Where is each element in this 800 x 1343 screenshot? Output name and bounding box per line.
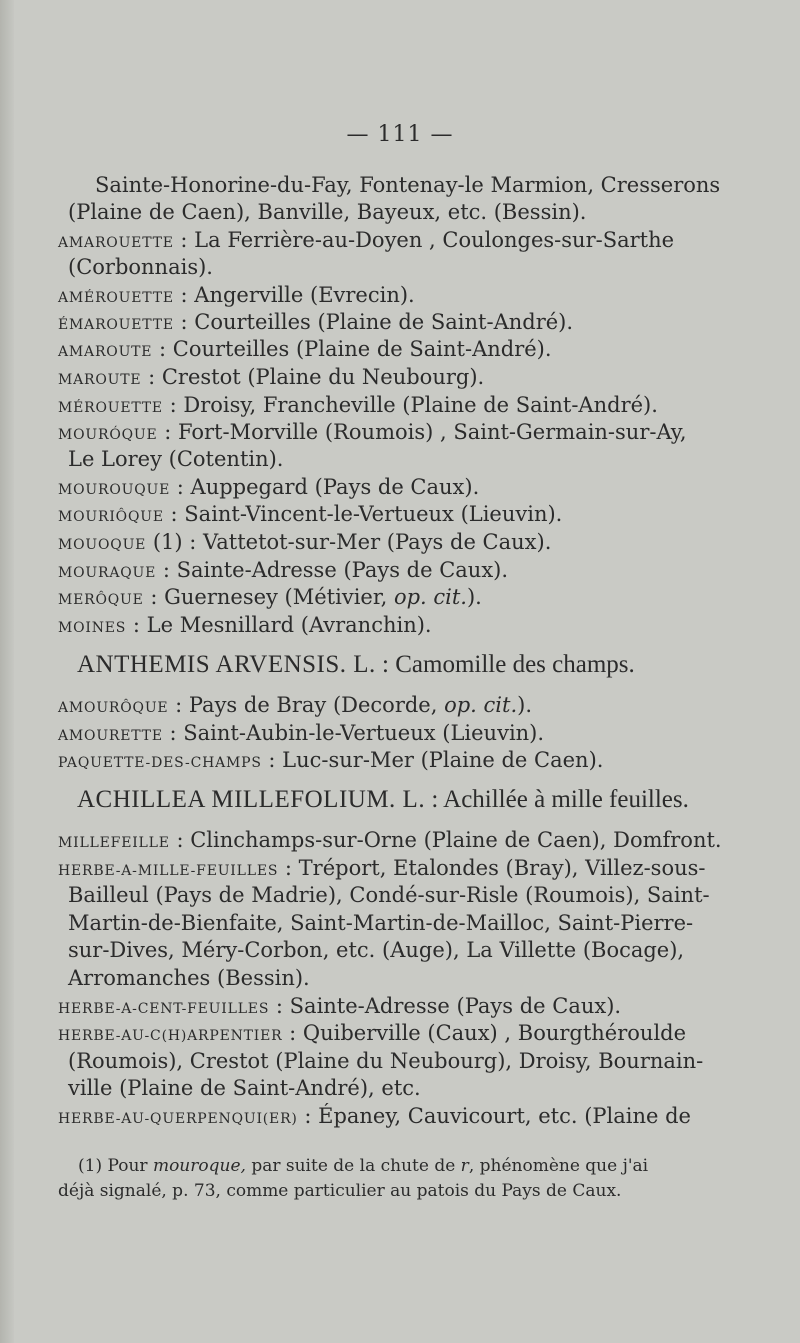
text-run: : Auppegard (Pays de Caux). xyxy=(170,475,480,499)
text-run: : Épaney, Cauvicourt, etc. (Plaine de xyxy=(297,1104,691,1128)
text-run: Arromanches (Bessin). xyxy=(68,966,310,990)
text-line xyxy=(68,446,284,472)
term-small-caps: MÉROUETTE xyxy=(58,400,163,416)
italic-text: mouroque, xyxy=(152,1156,246,1176)
plant-heading xyxy=(77,650,635,680)
text-line xyxy=(58,557,508,586)
term-small-caps: HERBE-AU-C(H)ARPENTIER xyxy=(58,1028,283,1044)
term-small-caps: PAQUETTE-DES-CHAMPS xyxy=(58,755,262,771)
term-small-caps: MOURIÔQUE xyxy=(58,509,164,525)
text-line xyxy=(58,282,415,311)
term-small-caps: AMOURÔQUE xyxy=(58,700,169,716)
term-small-caps: MOURAQUE xyxy=(58,565,157,581)
footnote-line xyxy=(58,1180,621,1202)
term-small-caps: MOURÓQUE xyxy=(58,427,158,443)
text-run: : Tréport, Etalondes (Bray), Villez-sous- xyxy=(278,856,706,880)
text-line xyxy=(58,1103,691,1132)
text-run: ). xyxy=(517,693,532,717)
text-run: : Saint-Vincent-le-Vertueux (Lieuvin). xyxy=(163,502,563,526)
text-run: : Saint-Aubin-le-Vertueux (Lieuvin). xyxy=(162,721,545,745)
text-run: sur-Dives, Méry-Corbon, etc. (Auge), La Villette (Bocage), xyxy=(68,938,685,962)
text-run: Le Lorey (Cotentin). xyxy=(68,447,284,471)
term-small-caps: HERBE-AU-QUERPENQUI(ER) xyxy=(58,1111,298,1127)
text-run: , phénomène que j'ai xyxy=(468,1156,649,1176)
common-name: : Camomille des champs. xyxy=(375,651,635,678)
text-line xyxy=(68,937,684,963)
italic-text: op. cit. xyxy=(393,585,467,609)
latin-name: ANTHEMIS ARVENSIS. L. xyxy=(77,651,376,678)
text-run: : Sainte-Adresse (Pays de Caux). xyxy=(269,994,622,1018)
term-small-caps: AMAROUETTE xyxy=(58,235,174,251)
text-line xyxy=(58,692,532,721)
term-small-caps: HERBE-A-MILLE-FEUILLES xyxy=(58,863,279,879)
text-line xyxy=(95,172,720,198)
text-run: : Quiberville (Caux) , Bourgthéroulde xyxy=(282,1021,687,1045)
term-small-caps: MAROUTE xyxy=(58,372,142,388)
text-line xyxy=(58,747,603,776)
text-line xyxy=(58,720,544,749)
text-line xyxy=(58,474,479,503)
footnote-line xyxy=(78,1155,648,1177)
text-line xyxy=(68,1075,421,1101)
text-line xyxy=(58,584,482,613)
term-small-caps: AMOURETTE xyxy=(58,728,163,744)
text-run: : Crestot (Plaine du Neubourg). xyxy=(141,365,485,389)
text-run: (Corbonnais). xyxy=(68,255,213,279)
text-run: (Plaine de Caen), Banville, Bayeux, etc. (Bessin). xyxy=(68,200,587,224)
text-run: : Angerville (Evrecin). xyxy=(173,283,415,307)
term-small-caps: HERBE-A-CENT-FEUILLES xyxy=(58,1001,270,1017)
text-run: : Clinchamps-sur-Orne (Plaine de Caen), Domfront. xyxy=(169,828,722,852)
text-run: ville (Plaine de Saint-André), etc. xyxy=(68,1076,421,1100)
text-run: : Courteilles (Plaine de Saint-André). xyxy=(152,337,552,361)
text-run: (1) Pour xyxy=(78,1156,153,1176)
text-run: : Sainte-Adresse (Pays de Caux). xyxy=(156,558,509,582)
text-line xyxy=(58,501,562,530)
term-small-caps: MERÔQUE xyxy=(58,592,144,608)
text-line xyxy=(68,910,693,936)
text-line xyxy=(58,364,484,393)
text-line xyxy=(58,993,621,1022)
text-run: : Droisy, Francheville (Plaine de Saint-André). xyxy=(162,393,658,417)
term-small-caps: AMÉROUETTE xyxy=(58,290,174,306)
text-line xyxy=(68,965,310,991)
term-small-caps: MOUOQUE xyxy=(58,537,147,553)
text-line xyxy=(58,392,658,421)
text-line xyxy=(58,227,674,256)
term-small-caps: MOINES xyxy=(58,620,127,636)
text-run: (Roumois), Crestot (Plaine du Neubourg), Droisy, Bournain- xyxy=(68,1049,704,1073)
italic-text: op. cit. xyxy=(444,693,518,717)
text-run: : Guernesey (Métivier, xyxy=(143,585,394,609)
text-line xyxy=(58,1020,686,1049)
text-run: Martin-de-Bienfaite, Saint-Martin-de-Mailloc, Saint-Pierre- xyxy=(68,911,694,935)
text-line xyxy=(58,309,573,338)
italic-text: r xyxy=(460,1156,469,1176)
text-line xyxy=(58,529,551,558)
term-small-caps: ÉMAROUETTE xyxy=(58,317,174,333)
text-line xyxy=(68,882,710,908)
text-line xyxy=(68,254,213,280)
latin-name: ACHILLEA MILLEFOLIUM. L. xyxy=(77,786,426,813)
page-number: — 111 — xyxy=(346,122,454,147)
text-line xyxy=(58,612,432,641)
text-run: par suite de la chute de xyxy=(245,1156,461,1176)
text-run: : Pays de Bray (Decorde, xyxy=(168,693,445,717)
common-name: : Achillée à mille feuilles. xyxy=(425,786,689,813)
text-run: : Fort-Morville (Roumois) , Saint-Germain-sur-Ay, xyxy=(157,420,687,444)
text-run: (1) : Vattetot-sur-Mer (Pays de Caux). xyxy=(146,530,552,554)
term-small-caps: MILLEFEILLE xyxy=(58,835,170,851)
text-line xyxy=(58,419,687,448)
text-run: : La Ferrière-au-Doyen , Coulonges-sur-Sarthe xyxy=(173,228,675,252)
text-run: : Le Mesnillard (Avranchin). xyxy=(126,613,432,637)
term-small-caps: AMAROUTE xyxy=(58,344,153,360)
text-line xyxy=(58,855,706,884)
text-line xyxy=(68,199,586,225)
term-small-caps: MOUROUQUE xyxy=(58,482,171,498)
text-run: Bailleul (Pays de Madrie), Condé-sur-Risle (Roumois), Saint- xyxy=(68,883,710,907)
text-line xyxy=(68,1048,703,1074)
text-run: ). xyxy=(466,585,482,609)
text-line xyxy=(58,336,552,365)
text-line xyxy=(58,827,722,856)
text-run: déjà signalé, p. 73, comme particulier au patois du Pays de Caux. xyxy=(58,1181,622,1201)
plant-heading xyxy=(77,785,689,815)
text-run: : Luc-sur-Mer (Plaine de Caen). xyxy=(261,748,604,772)
text-run: : Courteilles (Plaine de Saint-André). xyxy=(173,310,574,334)
text-run: Sainte-Honorine-du-Fay, Fontenay-le Marmion, Cresserons xyxy=(95,173,721,197)
